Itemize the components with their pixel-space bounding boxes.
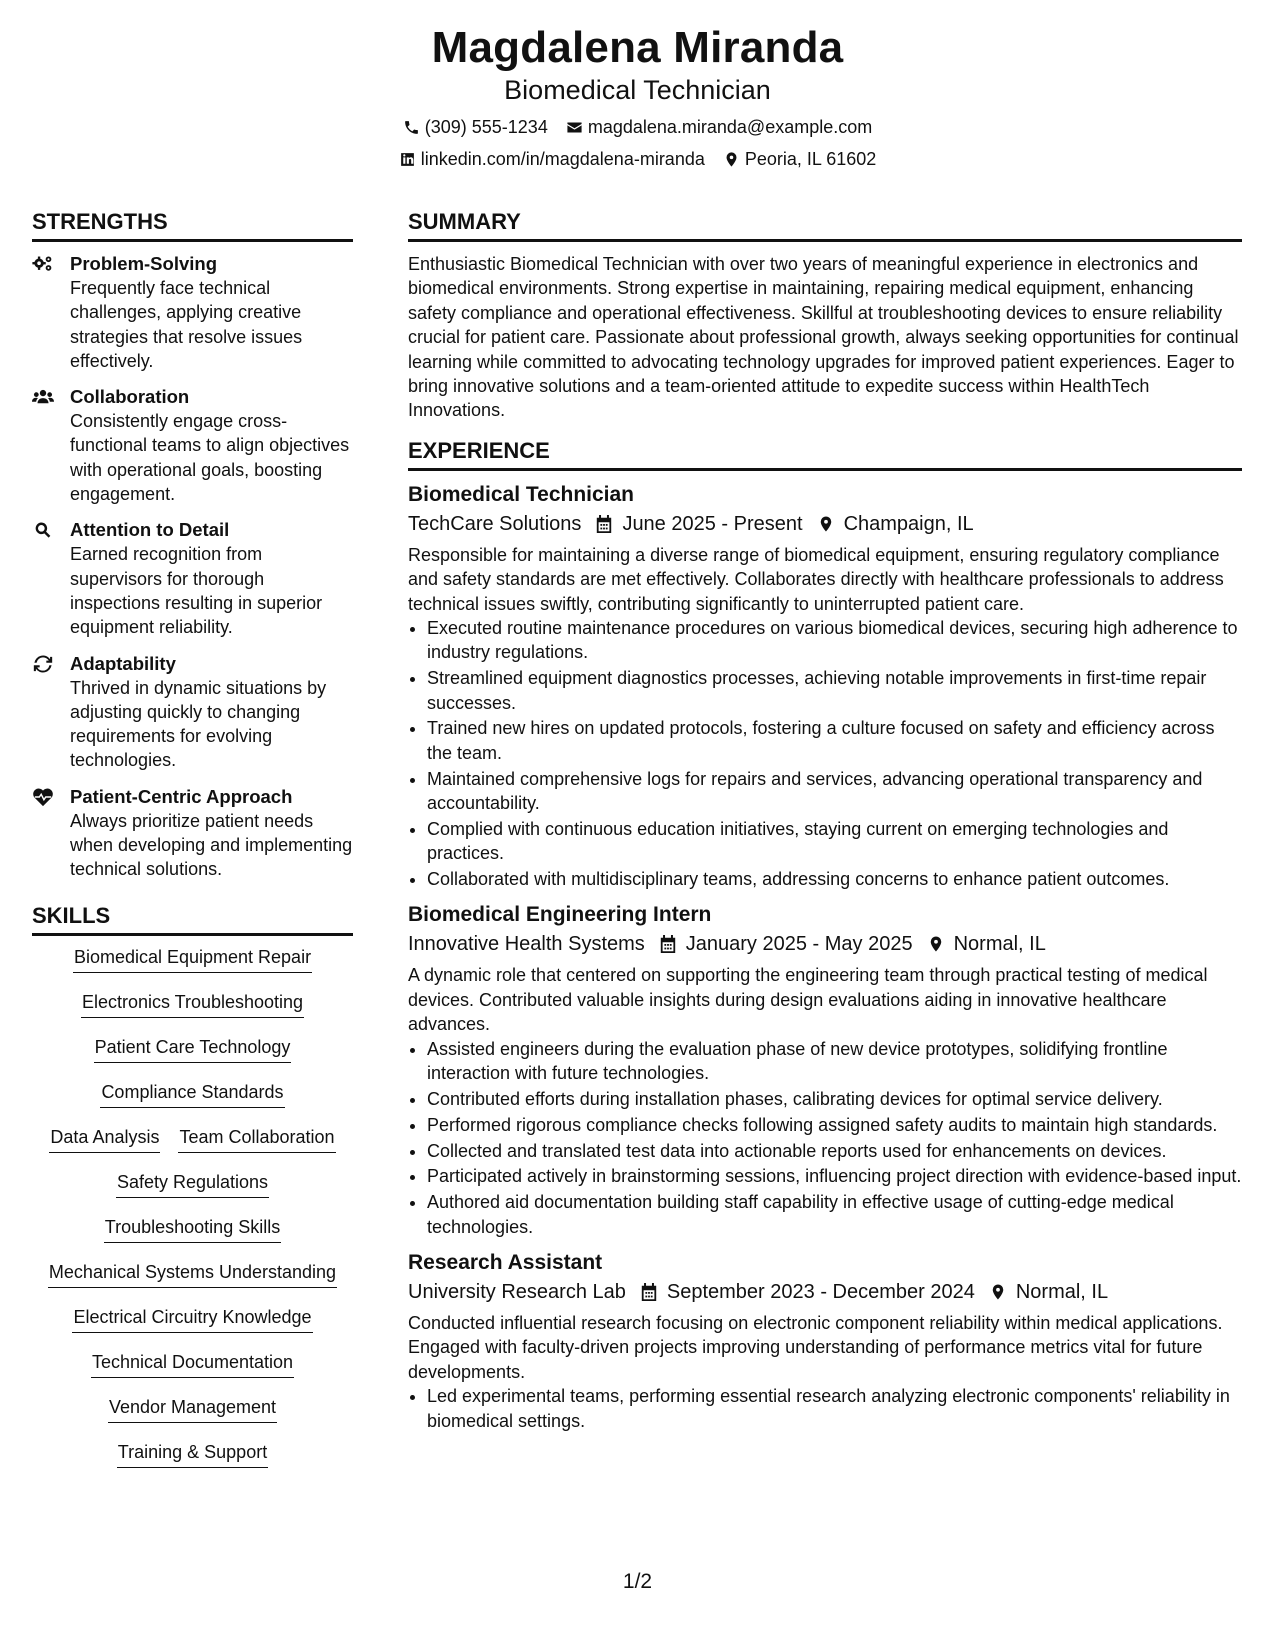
strengths-heading: STRENGTHS <box>32 208 353 242</box>
phone-contact[interactable] <box>403 116 548 138</box>
bullet-item: • Executed routine maintenance procedures on various biomedical devices, securing high adherence to industry regulations. <box>427 616 1242 665</box>
contact-row-2 <box>0 148 1275 170</box>
skill-tag: Biomedical Equipment Repair <box>73 946 312 973</box>
email-contact[interactable] <box>566 116 872 138</box>
job-bullets <box>408 616 1242 891</box>
strength-desc: Frequently face technical challenges, applying creative strategies that resolve issues effectively. <box>70 278 303 371</box>
job-bullets <box>408 1384 1242 1433</box>
linkedin-text: linkedin.com/in/magdalena-miranda <box>420 149 705 169</box>
job-meta <box>408 1277 1242 1307</box>
bullet-item: • Assisted engineers during the evaluation phase of new device prototypes, solidifying frontline interaction with future technologies. <box>427 1037 1242 1086</box>
summary-heading: SUMMARY <box>408 208 1242 242</box>
phone-icon <box>403 119 420 136</box>
skill-tag: Electronics Troubleshooting <box>81 991 304 1018</box>
job-meta <box>408 509 1242 539</box>
bullet-item: • Participated actively in brainstorming sessions, influencing project direction with evidence-based input. <box>427 1164 1242 1188</box>
strength-title: Problem-Solving <box>70 253 217 274</box>
map-pin-icon <box>723 151 740 168</box>
bullet-item: • Complied with continuous education initiatives, staying current on emerging technologies and practices. <box>427 817 1242 866</box>
bullet-item: • Led experimental teams, performing essential research analyzing electronic components' reliability in biomedical settings. <box>427 1384 1242 1433</box>
bullet-item: • Collected and translated test data into actionable reports used for enhancements on devices. <box>427 1139 1242 1163</box>
strength-title: Adaptability <box>70 652 176 674</box>
job-entry <box>408 481 1242 892</box>
job-title: Research Assistant <box>408 1250 603 1274</box>
bullet-item: • Contributed efforts during installation phases, calibrating devices for optimal service delivery. <box>427 1087 1242 1111</box>
skill-tag: Safety Regulations <box>116 1171 269 1198</box>
strength-item <box>32 385 353 506</box>
skill-tag: Compliance Standards <box>100 1081 284 1108</box>
gears-icon <box>32 254 54 274</box>
skill-tag: Mechanical Systems Understanding <box>48 1261 337 1288</box>
location-contact <box>723 148 876 170</box>
company-name: Innovative Health Systems <box>408 933 645 956</box>
strength-item <box>32 252 353 373</box>
company-name: TechCare Solutions <box>408 512 582 535</box>
email-text: magdalena.miranda@example.com <box>587 117 873 137</box>
bullet-item: • Streamlined equipment diagnostics processes, achieving notable improvements in first-time repair successes. <box>427 666 1242 715</box>
envelope-icon <box>566 119 583 136</box>
skill-tag: Patient Care Technology <box>94 1036 292 1063</box>
bullet-item: • Performed rigorous compliance checks following assigned safety audits to maintain high standards. <box>427 1113 1242 1137</box>
calendar-icon <box>659 934 677 954</box>
strength-desc: Always prioritize patient needs when developing and implementing technical solutions. <box>70 810 353 880</box>
bullet-item: • Collaborated with multidisciplinary teams, addressing concerns to enhance patient outcomes. <box>427 867 1242 891</box>
linkedin-contact[interactable] <box>399 148 705 170</box>
strength-item <box>32 785 353 882</box>
skill-tag: Team Collaboration <box>178 1126 335 1153</box>
calendar-icon <box>640 1282 658 1302</box>
linkedin-icon <box>399 151 416 168</box>
skill-tag: Troubleshooting Skills <box>104 1216 281 1243</box>
skills-list <box>32 946 353 1486</box>
strength-title: Patient-Centric Approach <box>70 785 293 807</box>
candidate-name: Magdalena Miranda <box>431 23 844 72</box>
skill-tag: Vendor Management <box>108 1396 277 1423</box>
experience-heading: EXPERIENCE <box>408 437 1242 471</box>
strength-desc: Consistently engage cross-functional teams to align objectives with operational goals, boosting engagement. <box>70 411 350 505</box>
skill-tag: Data Analysis <box>49 1126 160 1153</box>
phone-text: (309) 555-1234 <box>424 117 548 137</box>
strength-desc: Earned recognition from supervisors for thorough inspections resulting in superior equipment reliability. <box>70 544 323 638</box>
strength-item <box>32 518 353 639</box>
map-pin-icon <box>927 934 945 954</box>
job-location: Normal, IL <box>1015 1280 1109 1303</box>
job-dates: June 2025 - Present <box>622 512 803 535</box>
job-description: Responsible for maintaining a diverse range of biomedical equipment, ensuring regulatory compliance and safety standards are met effectively. Collaborates directly with healthcare professionals to address technical issues swiftly, contributing significantly to uninterrupted patient care. <box>408 544 1224 614</box>
strength-desc: Thrived in dynamic situations by adjusting quickly to changing requirements for evolving technologies. <box>70 677 327 771</box>
job-dates: January 2025 - May 2025 <box>685 933 913 956</box>
skill-tag: Electrical Circuitry Knowledge <box>72 1306 312 1333</box>
job-meta <box>408 929 1242 959</box>
bullet-item: • Maintained comprehensive logs for repairs and services, advancing operational transparency and accountability. <box>427 767 1242 816</box>
job-description: A dynamic role that centered on supporting the engineering team through practical testing of medical devices. Contributed valuable insights during design evaluations aiding in innovative healthcare advances. <box>408 965 1208 1035</box>
job-location: Champaign, IL <box>843 512 974 535</box>
skill-tag: Training & Support <box>117 1441 268 1468</box>
summary-text: Enthusiastic Biomedical Technician with over two years of meaningful experience in electronics and biomedical environments. Strong expertise in maintaining, repairing medical equipment, enhancing safety compliance and operational effectiveness. Skillful at troubleshooting devices to ensure reliability crucial for patient care. Passionate about professional growth, always seeking opportunities for continual learning while committed to advocating technology upgrades for improved patient experiences. Eager to bring innovative solutions and a team-oriented attitude to expedite success within HealthTech Innovations. <box>408 254 1239 421</box>
bullet-item: • Authored aid documentation building staff capability in effective usage of cutting-edge medical technologies. <box>427 1190 1242 1239</box>
bullet-item: • Trained new hires on updated protocols, fostering a culture focused on safety and efficiency across the team. <box>427 716 1242 765</box>
skill-tag: Technical Documentation <box>91 1351 294 1378</box>
job-bullets <box>408 1037 1242 1239</box>
map-pin-icon <box>989 1282 1007 1302</box>
calendar-icon <box>595 514 613 534</box>
skills-heading: SKILLS <box>32 902 353 936</box>
strength-item <box>32 652 353 773</box>
location-text: Peoria, IL 61602 <box>744 149 877 169</box>
heartbeat-icon <box>32 787 54 807</box>
company-name: University Research Lab <box>408 1280 626 1303</box>
users-icon <box>32 387 54 407</box>
strength-title: Attention to Detail <box>70 519 230 541</box>
job-dates: September 2023 - December 2024 <box>666 1280 975 1303</box>
candidate-title: Biomedical Technician <box>504 75 771 105</box>
job-title: Biomedical Engineering Intern <box>408 903 712 927</box>
job-entry <box>408 1249 1242 1433</box>
job-description: Conducted influential research focusing on electronic component reliability within medical applications. Engaged with faculty-driven projects improving understanding of performance metrics vital for future developments. <box>408 1312 1223 1382</box>
strength-title: Collaboration <box>70 386 190 408</box>
map-pin-icon <box>817 514 835 534</box>
left-column <box>32 208 353 1486</box>
job-location: Normal, IL <box>953 933 1046 956</box>
page-number: 1/2 <box>622 1570 653 1593</box>
search-icon <box>32 520 54 540</box>
resume-header <box>0 0 1275 170</box>
contact-row-1 <box>0 116 1275 138</box>
sync-icon <box>32 654 54 674</box>
right-column <box>408 208 1242 1443</box>
job-title: Biomedical Technician <box>408 482 635 506</box>
job-entry <box>408 901 1242 1238</box>
